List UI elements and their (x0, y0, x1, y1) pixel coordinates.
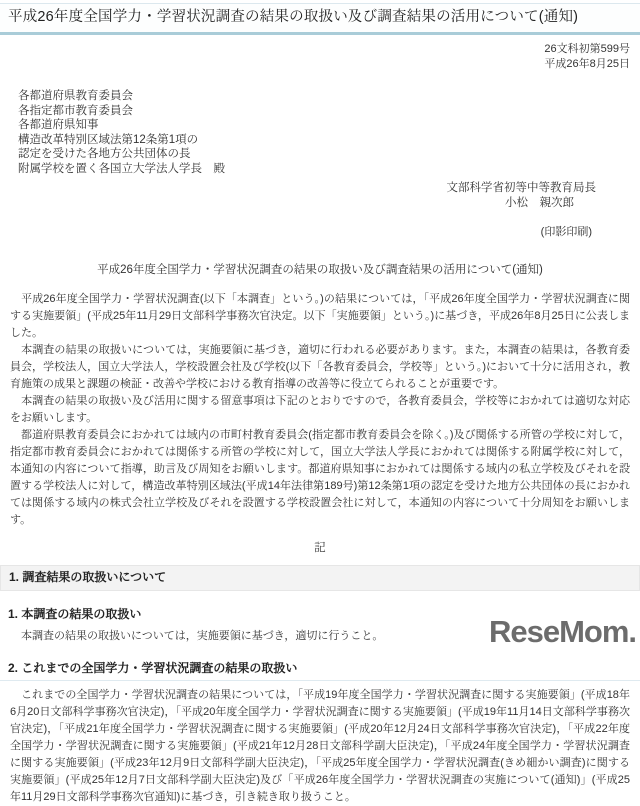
doc-date: 平成26年8月25日 (544, 58, 630, 70)
resemom-watermark-logo: ReseMom. (488, 614, 636, 649)
doc-meta (0, 42, 640, 72)
sender-name: 小松 親次郎 (505, 197, 574, 209)
recipient-line: 認定を受けた各地方公共団体の長 (18, 148, 191, 160)
recipient-line: 構造改革特別区域法第12条第1項の (18, 133, 199, 146)
body-paragraph: 都道府県教育委員会におかれては域内の市町村教育委員会(指定都市教育委員会を除く。)及び関係する所管の学校に対して，指定都市教育委員会におかれては関係する所管の学校に対して，国立大学法人学長におかれては関係する附属学校に対して，本通知の内容について指導，助言及び周知をお願いします。都道府県知事におかれては関係する域内の私立学校及びそれを設置する学校法人に対して，構造改革特別区域法(平成14年法律第189号)第12条第1項の認定を受けた地方公共団体の長におかれては関係する域内の株式会社立学校及びそれを設置する学校設置会社に対して，本通知の内容について十分周知をお願いします。 (10, 429, 630, 526)
sub-body-2: これまでの全国学力・学習状況調査の結果については，「平成19年度全国学力・学習状況調査に関する実施要領」(平成18年6月20日文部科学事務次官決定)，「平成20年度全国学力・学習状況調査に関する実施要領」(平成19年11月14日文部科学事務次官決定)，「平成21年度全国学力・学習状況調査に関する実施要領」(平成20年12月24日文部科学事務次官決定)，「平成22年度全国学力・学習状況調査に関する実施要領」(平成21年12月28日文部科学副大臣決定)，「平成24年度全国学力・学習状況調査に関する実施要領」(平成23年12月9日文部科学副大臣決定)，「平成25年度全国学力・学習状況調査(きめ細かい調査)に関する実施要領」(平成25年12月7日文部科学副大臣決定)及び「平成26年度全国学力・学習状況調査の実施について(通知)」(平成25年11月29日文部科学事務次官通知)に基づき，引き続き取り扱うこと。 (10, 689, 630, 803)
ki-marker: 記 (314, 542, 326, 554)
section-heading-main: 1. 調査結果の取扱いについて (0, 565, 640, 591)
page-title-bar (0, 3, 640, 35)
recipient-line: 各指定都市教育委員会 (18, 104, 133, 117)
document-page (0, 3, 640, 803)
body-paragraph: 本調査の結果の取扱い及び活用に関する留意事項は下記のとおりですので，各教育委員会，学校等におかれては適切な対応をお願いします。 (10, 395, 630, 424)
sender-post: 文部科学省初等中等教育局長 (446, 182, 596, 194)
recipient-line: 各都道府県知事 (18, 119, 99, 131)
document-subject: 平成26年度全国学力・学習状況調査の結果の取扱い及び調査結果の活用について(通知) (97, 264, 543, 276)
seal-print-note: (印影印刷) (540, 226, 592, 238)
sub-heading-1: 1. 本調査の結果の取扱い (8, 607, 142, 621)
sub-body-1: 本調査の結果の取扱いについては，実施要領に基づき，適切に行うこと。 (10, 630, 384, 642)
recipient-line: 各都道府県教育委員会 (18, 90, 133, 102)
recipient-line: 附属学校を置く各国立大学法人学長 殿 (18, 162, 225, 175)
sender-block (0, 181, 640, 211)
doc-number: 26文科初第599号 (544, 43, 630, 55)
recipient-list (0, 89, 640, 176)
page-title: 平成26年度全国学力・学習状況調査の結果の取扱い及び調査結果の活用について(通知) (8, 9, 579, 25)
sub-heading-2: 2. これまでの全国学力・学習状況調査の結果の取扱い (0, 660, 640, 681)
body-paragraph: 本調査の結果の取扱いについては，実施要領に基づき，適切に行われる必要があります。また，本調査の結果は，各教育委員会，学校法人，国立大学法人，学校設置会社及び学校(以下「各教育委員会，学校等」という。)において十分に活用され，教育施策の成果と課題の検証・改善や学校における教育指導の改善等に役立てられることが重要です。 (10, 344, 630, 390)
body-paragraph: 平成26年度全国学力・学習状況調査(以下「本調査」という。)の結果については，「平成26年度全国学力・学習状況調査に関する実施要領」(平成25年11月29日文部科学事務次官決定。以下「実施要領」という。)に基づき，平成26年8月25日に公表しました。 (10, 293, 630, 339)
body-paragraphs (0, 291, 640, 529)
